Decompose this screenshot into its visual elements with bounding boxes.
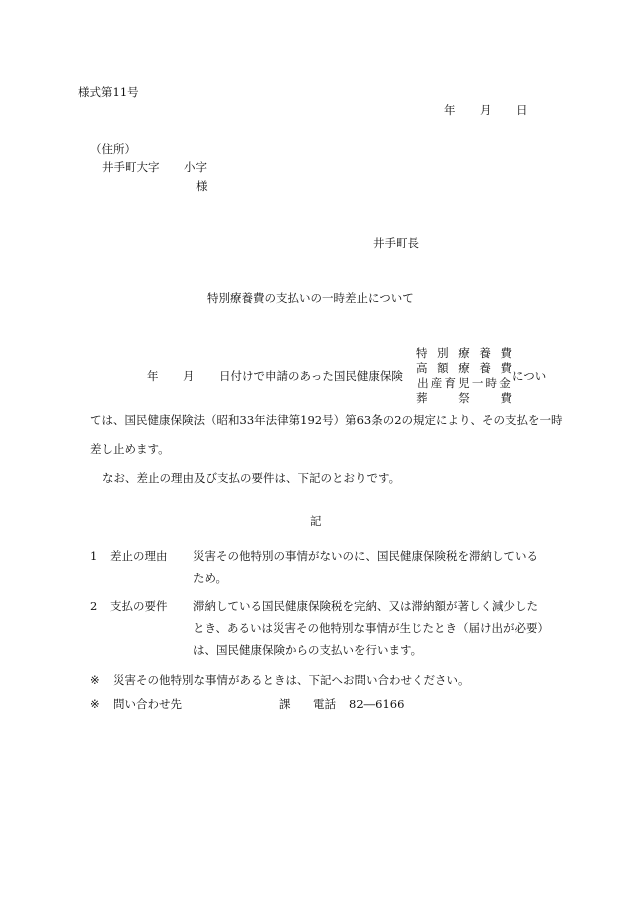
intro-tsuite: につい	[512, 369, 547, 383]
item-line: 滞納している国民健康保険税を完納、又は滞納額が著しく減少した	[193, 599, 538, 613]
note-mark: ※	[90, 697, 100, 711]
address-koaza: 小字	[184, 160, 207, 174]
benefit-table	[416, 346, 512, 406]
body-line: 差し止めます。	[90, 442, 170, 456]
benefit-row	[416, 361, 512, 376]
benefit-char: 額	[437, 361, 449, 375]
item-label: 支払の要件	[110, 599, 168, 613]
phone-number: 82―6166	[349, 697, 405, 711]
date-day: 日	[516, 103, 528, 117]
document-title: 特別療養費の支払いの一時差止について	[207, 291, 414, 305]
form-number: 様式第11号	[78, 85, 139, 99]
note-mark: ※	[90, 673, 100, 687]
benefit-char: 費	[500, 391, 512, 405]
address-town: 井手町大字	[102, 160, 160, 174]
benefit-char: 産	[430, 376, 443, 390]
addressee-honorific: 様	[196, 179, 208, 193]
date-month: 月	[480, 103, 492, 117]
benefit-char: 費	[500, 361, 512, 375]
ki-heading: 記	[310, 514, 322, 528]
benefit-char: 祭	[458, 391, 470, 405]
benefit-char: 養	[479, 346, 491, 360]
phone-label: 電話	[313, 697, 336, 711]
item-label: 差止の理由	[110, 549, 168, 563]
benefit-char: 療	[458, 361, 470, 375]
benefit-row	[416, 346, 512, 361]
address-label: （住所）	[90, 142, 136, 156]
benefit-char: 児	[458, 376, 470, 390]
benefit-char: 養	[479, 361, 491, 375]
item-line: とき、あるいは災害その他特別な事情が生じたとき（届け出が必要）	[193, 621, 550, 635]
benefit-char: 別	[437, 346, 449, 360]
contact-department: 課	[279, 697, 291, 711]
benefit-char: 費	[500, 346, 512, 360]
item-line: ため。	[193, 571, 228, 585]
date-year: 年	[444, 103, 456, 117]
benefit-char: 育	[444, 376, 456, 390]
benefit-char: 時	[485, 376, 498, 390]
item-text	[193, 595, 563, 661]
intro-applied-text: 日付けで申請のあった国民健康保険	[219, 369, 403, 383]
contact-label: 問い合わせ先	[113, 697, 182, 711]
benefit-char: 特	[416, 346, 428, 360]
intro-month: 月	[183, 369, 195, 383]
benefit-char: 高	[416, 361, 428, 375]
item-text	[193, 545, 563, 589]
body-line: なお、差止の理由及び支払の要件は、下記のとおりです。	[102, 471, 401, 485]
item-number: 2	[90, 599, 98, 613]
benefit-char: 療	[458, 346, 470, 360]
benefit-char: 葬	[416, 391, 428, 405]
benefit-char: 出	[417, 376, 429, 390]
item-line: 災害その他特別の事情がないのに、国民健康保険税を滞納している	[193, 549, 538, 563]
benefit-row	[416, 391, 512, 406]
benefit-char: 一	[471, 376, 484, 390]
benefit-row	[416, 376, 512, 391]
item-line: は、国民健康保険からの支払いを行います。	[193, 643, 423, 657]
benefit-char: 金	[499, 376, 511, 390]
intro-year: 年	[147, 369, 159, 383]
item-number: 1	[90, 549, 98, 563]
body-line: ては、国民健康保険法（昭和33年法律第192号）第63条の2の規定により、その支払を一時	[90, 413, 563, 427]
note-text: 災害その他特別な事情があるときは、下記へお問い合わせください。	[113, 673, 470, 687]
issuer: 井手町長	[373, 236, 419, 250]
